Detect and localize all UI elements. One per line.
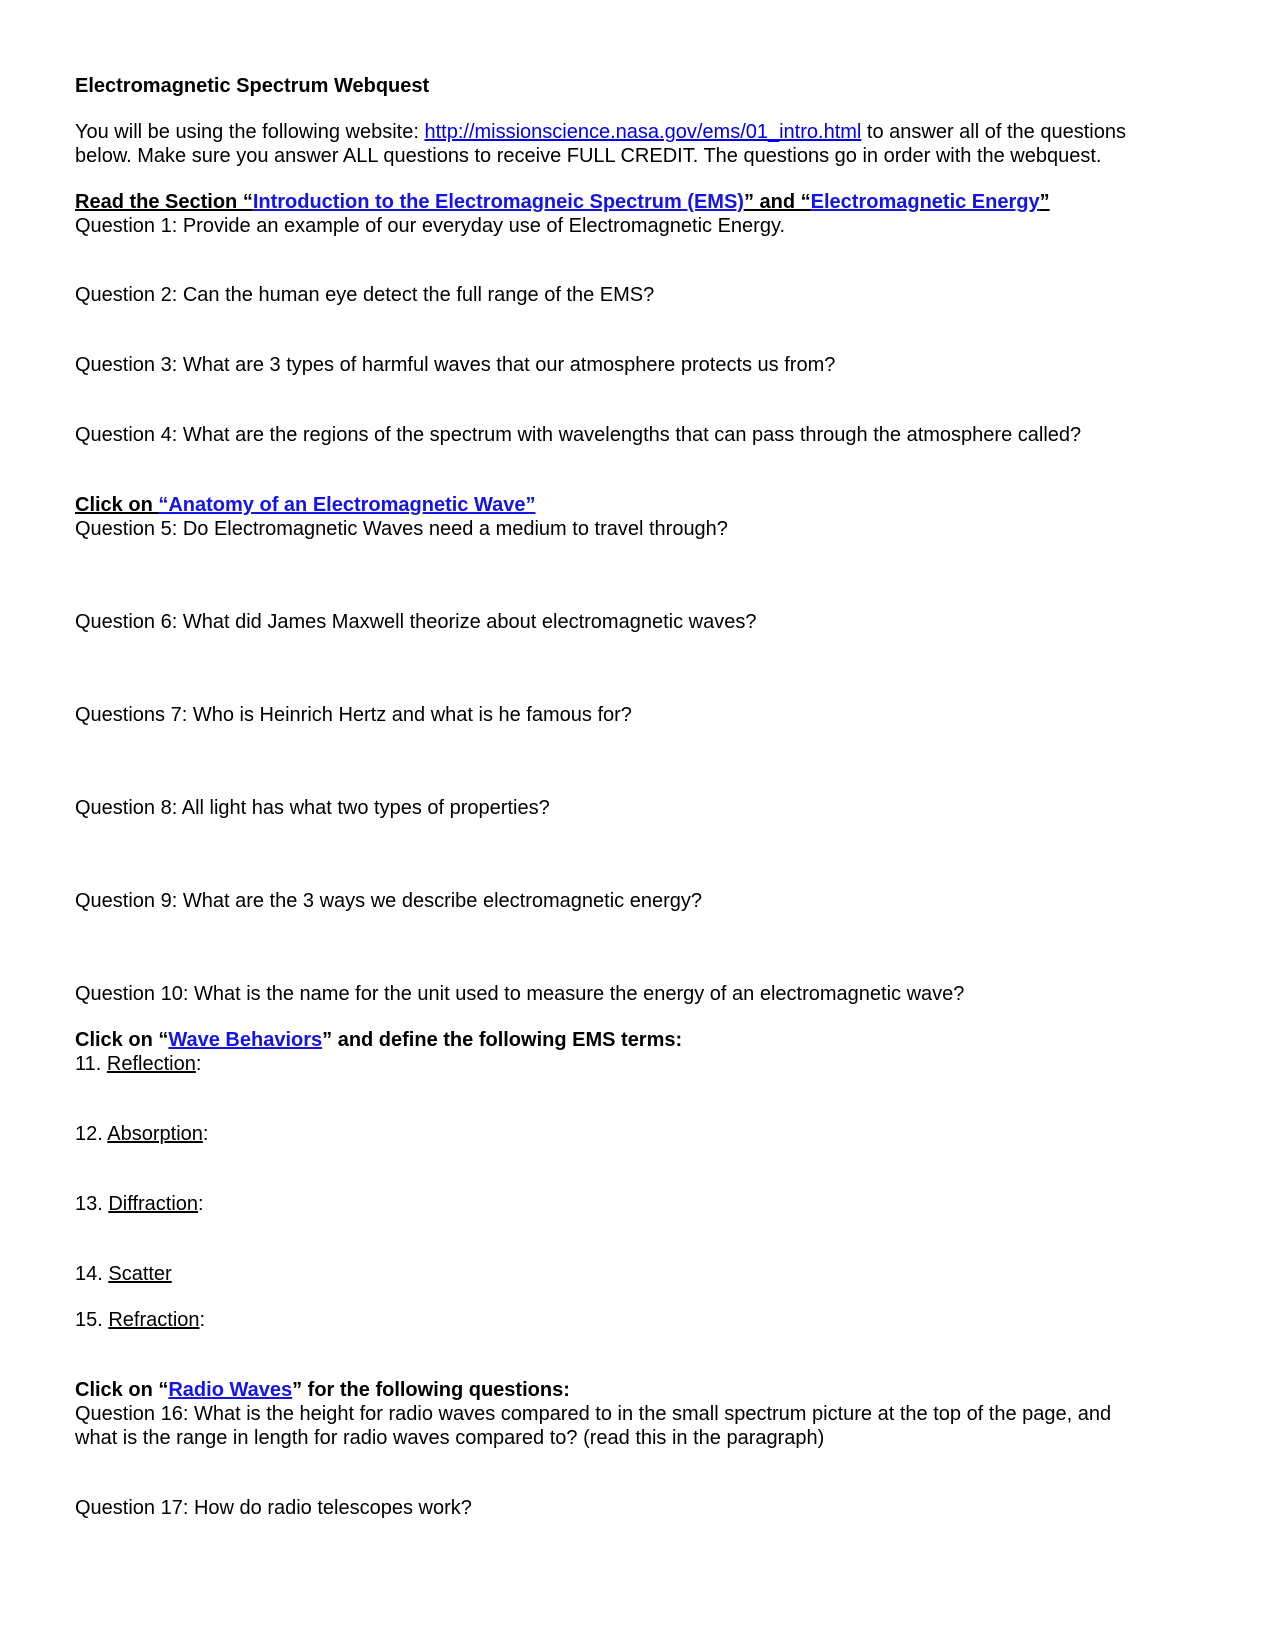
anatomy-wave-link[interactable]: “Anatomy of an Electromagnetic Wave”	[158, 494, 536, 516]
term-item	[75, 1052, 201, 1076]
term-label: Scatter	[108, 1263, 172, 1285]
term-number: 13.	[75, 1193, 109, 1215]
term-number: 12.	[75, 1123, 108, 1145]
page-title: Electromagnetic Spectrum Webquest	[75, 75, 430, 97]
term-label: Reflection	[106, 1053, 196, 1075]
section-heading-prefix: Click on “	[75, 1379, 169, 1401]
electromagnetic-energy-link[interactable]: Electromagnetic Energy	[810, 191, 1040, 213]
term-item	[75, 1192, 204, 1216]
term-colon: :	[195, 1053, 202, 1075]
question-1: Question 1: Provide an example of our everyday use of Electromagnetic Energy.	[75, 215, 786, 237]
section-heading-suffix: ”	[1039, 191, 1050, 213]
intro-line-1	[75, 120, 1126, 144]
question-2: Question 2: Can the human eye detect the full range of the EMS?	[75, 284, 655, 306]
intro-line-2: below. Make sure you answer ALL questions to receive FULL CREDIT. The questions go in order with the webquest.	[75, 145, 1102, 167]
term-colon: :	[198, 1193, 204, 1215]
question-3: Question 3: What are 3 types of harmful waves that our atmosphere protects us from?	[75, 354, 836, 376]
question-16-line-2: what is the range in length for radio waves compared to? (read this in the paragraph)	[75, 1427, 825, 1449]
section-heading-mid: ” and “	[743, 191, 811, 213]
term-colon: :	[202, 1123, 209, 1145]
section-heading-prefix: Read the Section “	[75, 191, 253, 213]
term-number: 14.	[75, 1263, 109, 1285]
question-7: Questions 7: Who is Heinrich Hertz and what is he famous for?	[75, 704, 632, 726]
term-number: 15.	[75, 1309, 109, 1331]
section-heading-suffix: ” and define the following EMS terms:	[322, 1029, 683, 1051]
question-8: Question 8: All light has what two types of properties?	[75, 797, 550, 819]
question-16-line-1: Question 16: What is the height for radio waves compared to in the small spectrum picture at the top of the page, and	[75, 1403, 1112, 1425]
term-label: Refraction	[108, 1309, 200, 1331]
section-heading-anatomy	[75, 493, 535, 517]
term-item	[75, 1262, 172, 1286]
term-label: Diffraction	[108, 1193, 199, 1215]
section-heading-prefix: Click on “	[75, 1029, 169, 1051]
term-colon: :	[199, 1309, 206, 1331]
term-label: Absorption	[107, 1123, 203, 1145]
question-5: Question 5: Do Electromagnetic Waves need a medium to travel through?	[75, 518, 728, 540]
nasa-website-link[interactable]: http://missionscience.nasa.gov/ems/01_intro.html	[424, 121, 862, 143]
question-6: Question 6: What did James Maxwell theorize about electromagnetic waves?	[75, 611, 757, 633]
question-9: Question 9: What are the 3 ways we describe electromagnetic energy?	[75, 890, 702, 912]
section-heading-suffix: ” for the following questions:	[292, 1379, 570, 1401]
intro-text-before-link: You will be using the following website:	[75, 121, 425, 143]
section-heading-wave-behaviors	[75, 1028, 682, 1052]
term-number: 11.	[75, 1053, 107, 1075]
question-17: Question 17: How do radio telescopes work?	[75, 1497, 472, 1519]
question-4: Question 4: What are the regions of the spectrum with wavelengths that can pass through the atmosphere called?	[75, 424, 1082, 446]
term-item	[75, 1122, 208, 1146]
intro-ems-link[interactable]: Introduction to the Electromagneic Spectrum (EMS)	[252, 191, 744, 213]
radio-waves-link[interactable]: Radio Waves	[168, 1379, 293, 1401]
question-10: Question 10: What is the name for the unit used to measure the energy of an electromagnetic wave?	[75, 983, 965, 1005]
section-heading-prefix: Click on	[75, 494, 159, 516]
section-heading-radio-waves	[75, 1378, 570, 1402]
intro-text-after-link: to answer all of the questions	[861, 121, 1126, 143]
section-heading-intro	[75, 190, 1050, 214]
term-item	[75, 1308, 205, 1332]
wave-behaviors-link[interactable]: Wave Behaviors	[168, 1029, 323, 1051]
